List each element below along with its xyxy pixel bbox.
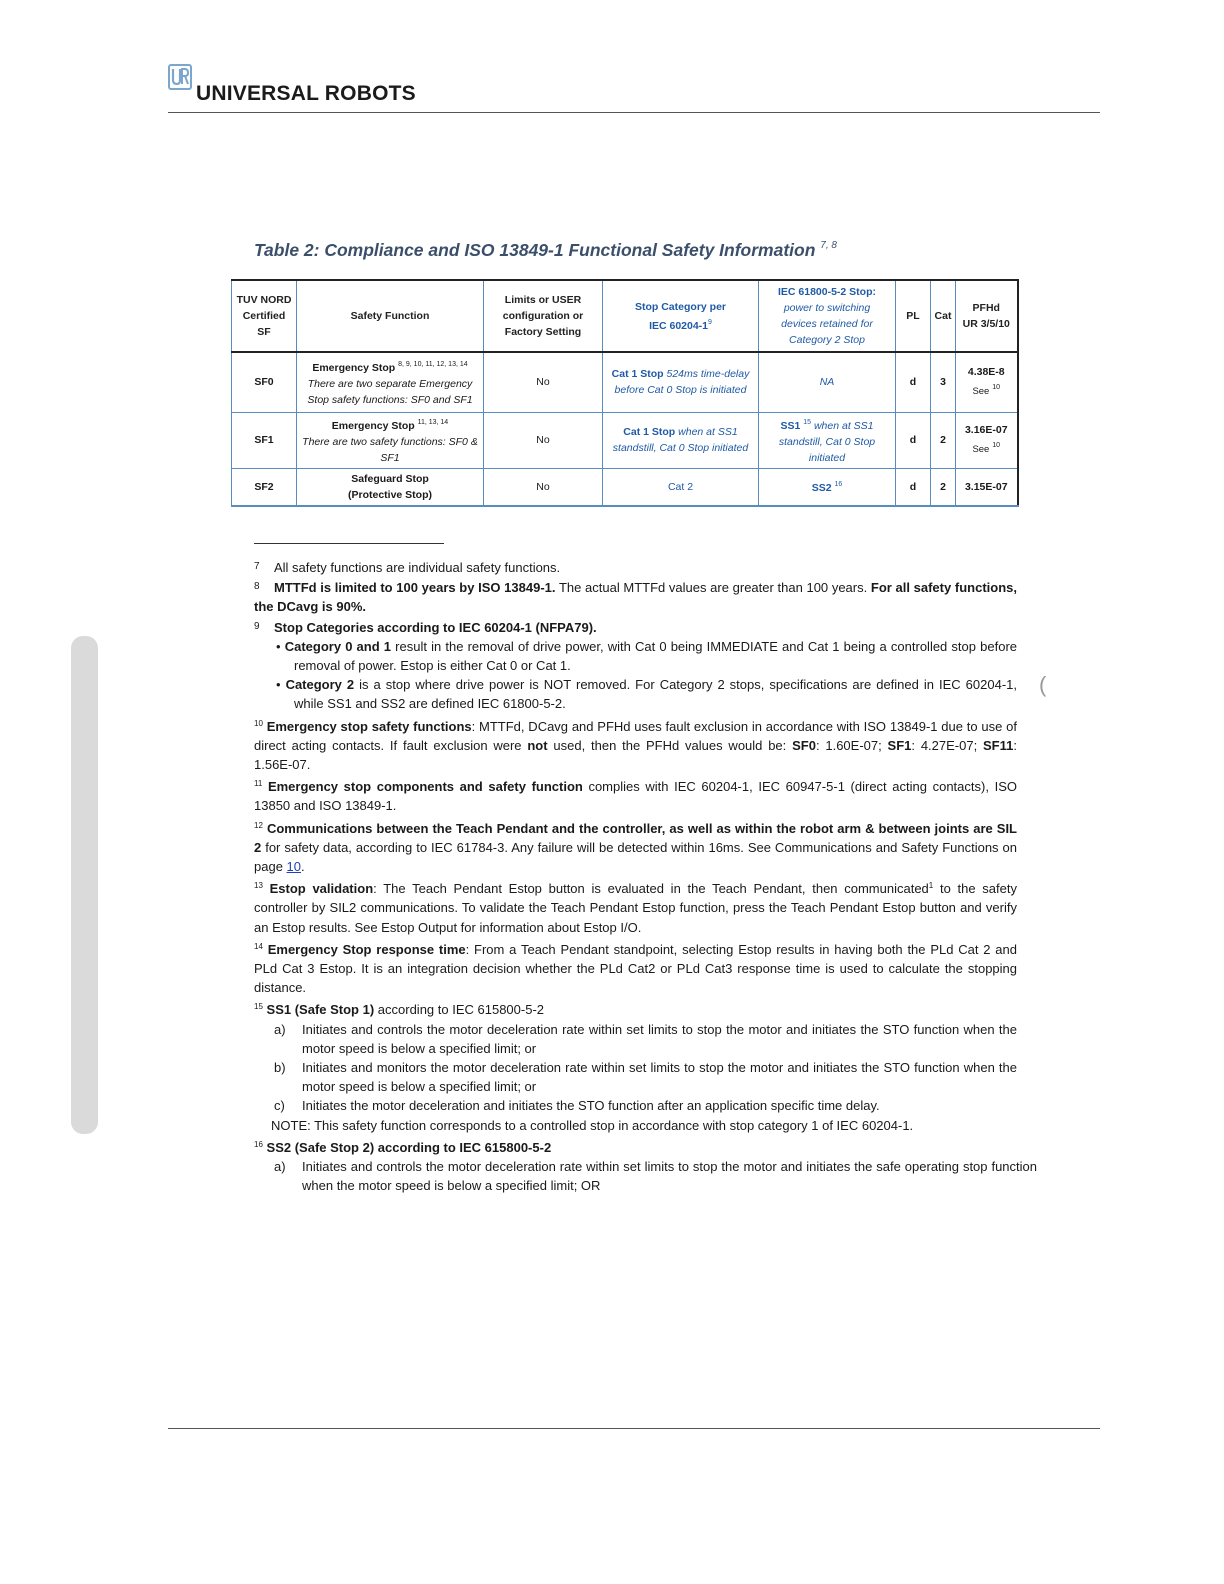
footnote-14: $^{14}$ Emergency Stop response time: From a Teach Pendant standpoint, selecting Estop results in having both the PLd Cat 2 and PLd Cat 3 Estop. It is an integration decision whether the PLd Cat2 or PLd Cat3 response time is used to calculate the stopping distance.: [254, 941, 1017, 996]
cell-iec: SS2 $^{16}$: [759, 468, 896, 506]
footer-divider: [168, 1428, 1100, 1429]
cell-cat: 3: [931, 352, 956, 412]
footnote-9-bullet: • Category 0 and 1 result in the removal of drive power, with Cat 0 being IMMEDIATE and Cat 1 being a controlled stop before removal of power. Estop is either Cat 0 or Cat 1.: [276, 638, 1017, 674]
header-pl: PL: [896, 280, 931, 352]
header-pfhd: PFHd UR 3/5/10: [956, 280, 1018, 352]
footnote-8: 8 MTTFd is limited to 100 years by ISO 13849-1. The actual MTTFd values are greater than 100 years. For all safety functions, the DCavg is 90%.: [254, 580, 1017, 615]
footnote-11: $^{11}$ Emergency stop components and safety function complies with IEC 60204-1, IEC 60947-5-1 (direct acting contacts), ISO 13850 and ISO 13849-1.: [254, 779, 1017, 814]
ur-logo-icon: [168, 64, 192, 90]
cell-safety-function: Emergency Stop $^{8, 9, 10, 11, 12, 13, 14}$ There are two separate Emergency Stop safety functions: SF0 and SF1: [297, 352, 484, 412]
cell-sf: SF1: [232, 412, 297, 468]
footnote-15-note: NOTE: This safety function corresponds to a controlled stop in accordance with stop category 1 of IEC 60204-1.: [271, 1117, 914, 1133]
table-title: Table 2: Compliance and ISO 13849-1 Functional Safety Information $^{7, 8}$: [254, 240, 837, 260]
footnote-10: $^{10}$ Emergency stop safety functions: MTTFd, DCavg and PFHd uses fault exclusion in accordance with ISO 13849-1 due to use of direct acting contacts. If fault exclusion were not used, then the PFHd values would be: SF0: 1.60E-07; SF1: 4.27E-07; SF11: 1.56E-07.: [254, 718, 1017, 773]
cell-pfhd: 3.16E-07 See $^{10}$: [956, 412, 1018, 468]
safety-table: [231, 279, 1019, 507]
cell-pl: d: [896, 412, 931, 468]
cell-pfhd: 4.38E-8 See $^{10}$: [956, 352, 1018, 412]
footnote-15: $^{15}$ SS1 (Safe Stop 1) according to IEC 615800-5-2: [254, 1002, 544, 1018]
header-cat: Cat: [931, 280, 956, 352]
footnote-16: $^{16}$ SS2 (Safe Stop 2) according to IEC 615800-5-2: [254, 1139, 552, 1155]
footnote-7: 7 All safety functions are individual safety functions.: [254, 560, 561, 575]
footnotes: [254, 557, 1037, 1196]
cell-iec: NA: [759, 352, 896, 412]
header-tuv: TUV NORD Certified SF: [232, 280, 297, 352]
header-stop-category: Stop Category per IEC $60204-1^9$: [603, 280, 759, 352]
brand-name: UNIVERSAL ROBOTS: [196, 82, 416, 105]
footnote-15-item: c) Initiates the motor deceleration and initiates the STO function after an application specific time delay.: [274, 1098, 880, 1114]
table-row: [232, 468, 1018, 506]
cell-safety-function: Emergency Stop $^{11, 13, 14}$ There are two safety functions: SF0 & SF1: [297, 412, 484, 468]
table-row: [232, 412, 1018, 468]
cell-pfhd: 3.15E-07: [956, 468, 1018, 506]
cell-stop-category: Cat 1 Stop when at SS1 standstill, Cat 0 Stop initiated: [603, 412, 759, 468]
cell-limits: No: [484, 412, 603, 468]
cell-pl: d: [896, 468, 931, 506]
footnote-12: $^{12}$ Communications between the Teach Pendant and the controller, as well as within the robot arm & between joints are SIL 2 for safety data, according to IEC 61784-3. Any failure will be detected within 16ms. See Communications and Safety Functions on page 10.: [254, 820, 1017, 875]
footnote-15-item: b) Initiates and monitors the motor deceleration rate within set limits to stop the motor and initiates the STO function when the motor speed is below a specified limit; or: [274, 1060, 1017, 1095]
footnote-divider: [254, 543, 444, 544]
cell-limits: No: [484, 468, 603, 506]
table-header-row: [232, 280, 1018, 352]
cell-limits: No: [484, 352, 603, 412]
cell-cat: 2: [931, 412, 956, 468]
footnote-9-bullet: • Category 2 is a stop where drive power is NOT removed. For Category 2 stops, specifications are defined in IEC 60204-1, while SS1 and SS2 are defined IEC 61800-5-2.: [276, 677, 1017, 712]
stray-mark: (: [1039, 672, 1047, 697]
header-safety-function: Safety Function: [297, 280, 484, 352]
cell-stop-category: Cat 1 Stop 524ms time-delay before Cat 0 Stop is initiated: [603, 352, 759, 412]
cell-stop-category: Cat 2: [603, 468, 759, 506]
footnote-13: $^{13}$ Estop validation: The Teach Pendant Estop button is evaluated in the Teach Pendant, then communicated$^1$ to the safety controller by SIL2 communications. To validate the Teach Pendant Estop function, press the Teach Pendant Estop button and verify an Estop results. See Estop Output for information about Estop I/O.: [254, 881, 1017, 935]
cell-safety-function: Safeguard Stop (Protective Stop): [297, 468, 484, 506]
page-link[interactable]: 10: [286, 859, 302, 875]
cell-iec: SS1 $^{15}$ when at SS1 standstill, Cat 0 Stop initiated: [759, 412, 896, 468]
header-divider: [168, 112, 1100, 113]
header-iec-61800: IEC 61800-5-2 Stop: power to switching devices retained for Category 2 Stop: [759, 280, 896, 352]
cell-cat: 2: [931, 468, 956, 506]
page-header: [168, 62, 1100, 114]
cell-sf: SF0: [232, 352, 297, 412]
header-limits: Limits or USER configuration or Factory Setting: [484, 280, 603, 352]
cell-pl: d: [896, 352, 931, 412]
table-row: [232, 352, 1018, 412]
cell-sf: SF2: [232, 468, 297, 506]
footnote-9: 9 Stop Categories according to IEC 60204-1 (NFPA79).: [254, 619, 597, 635]
footnote-15-item: a) Initiates and controls the motor deceleration rate within set limits to stop the motor and initiates the STO function when the motor speed is below a specified limit; or: [274, 1021, 1017, 1056]
footnote-16-item: a) Initiates and controls the motor deceleration rate within set limits to stop the motor and initiates the safe operating stop function when the motor speed is below a specified limit; OR: [274, 1159, 1037, 1194]
sidebar-scroll-tab[interactable]: [71, 636, 98, 1134]
